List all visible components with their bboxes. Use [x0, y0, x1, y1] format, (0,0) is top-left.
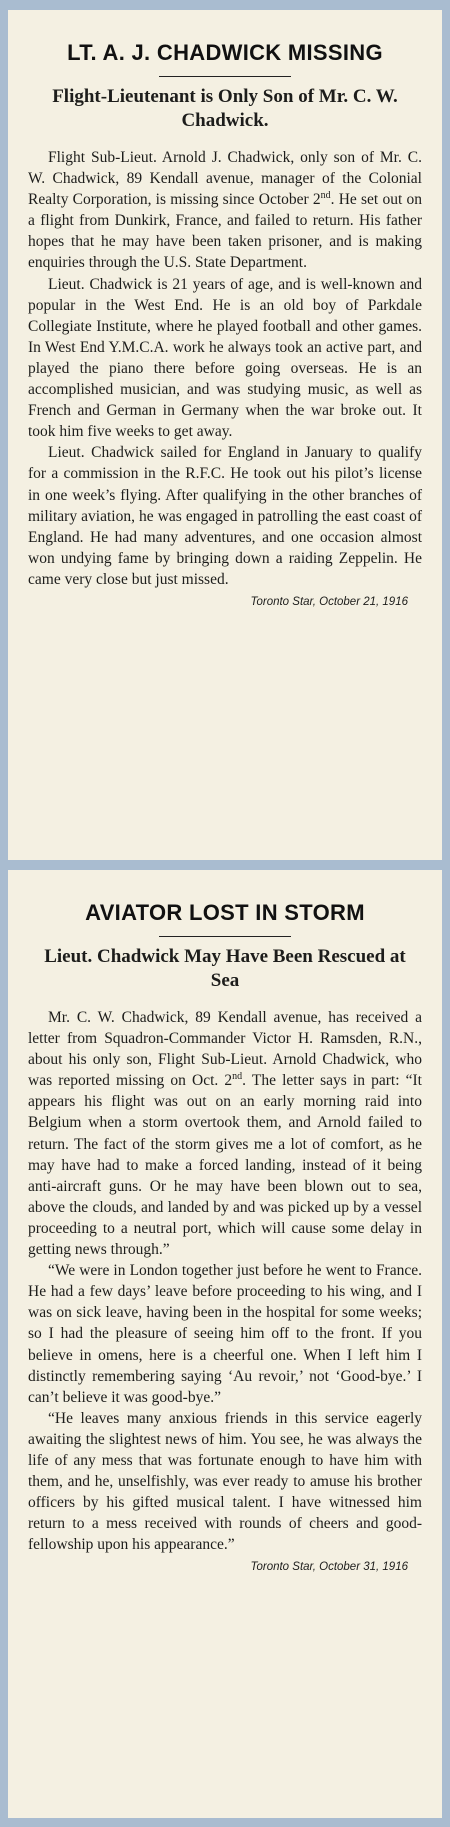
article-headline: LT. A. J. CHADWICK MISSING — [67, 40, 383, 65]
source-credit: Toronto Star, October 21, 1916 — [250, 595, 408, 608]
article-clipping-chadwick-missing — [8, 10, 442, 860]
article-paragraph: “He leaves many anxious friends in this service eagerly awaiting the slightest news of him. You see, he was always the life of any mess that was fortunate enough to have him with them, and he, unselfishly, was ever ready to amuse his brother officers by his gifted musical talent. I have witnessed him return to a mess received with rounds of cheers and good-fellowship upon his appearance.” — [28, 1409, 422, 1554]
article-headline: AVIATOR LOST IN STORM — [85, 900, 365, 925]
article-paragraph: Flight Sub-Lieut. Arnold J. Chadwick, only son of Mr. C. W. Chadwick, 89 Kendall avenue, manager of the Colonial Realty Corporation, is missing since October 2nd. He set out on a flight from Dunkirk, France, and failed to return. His father hopes that he may have been taken prisoner, and is making enquiries through the U.S. State Department. — [28, 149, 422, 272]
article-paragraph: Lieut. Chadwick sailed for England in January to qualify for a commission in the R.F.C. He took out his pilot’s license in one week’s flying. After qualifying in the other branches of military aviation, he was engaged in patrolling the east coast of England. He had many adventures, and one occasion almost won undying fame by bringing down a raiding Zeppelin. He came very close but just missed. — [28, 444, 422, 588]
article-clipping-aviator-lost — [8, 870, 442, 1818]
article-subhead: Lieut. Chadwick May Have Been Rescued at Sea — [44, 946, 406, 991]
article-paragraph: Mr. C. W. Chadwick, 89 Kendall avenue, has received a letter from Squadron-Commander Victor H. Ramsden, R.N., about his only son, Flight Sub-Lieut. Arnold Chadwick, who was reported missing on Oct. 2nd. The letter says in part: “It appears his flight was out on an early morning raid into Belgium when a storm overtook them, and Arnold failed to return. The fact of the storm gives me a lot of comfort, as he may have had to make a forced landing, instead of it being anti-aircraft guns. Or he may have been blown out to sea, above the clouds, and landed by and was picked up by a vessel proceeding to a neutral port, which will cause some delay in getting news through.” — [28, 1009, 422, 1259]
article-paragraph: “We were in London together just before he went to France. He had a few days’ leave before proceeding to his wing, and I was on sick leave, having been in the hospital for some weeks; so I had the pleasure of seeing him off to the front. If you believe in omens, here is a cheerful one. When I left him I distinctly remembering saying ‘Au revoir,’ not ‘Good-bye.’ I can’t believe it was good-bye.” — [28, 1262, 422, 1406]
article-subhead: Flight-Lieutenant is Only Son of Mr. C. W. Chadwick. — [52, 86, 398, 131]
source-credit: Toronto Star, October 31, 1916 — [250, 1561, 408, 1574]
article-paragraph: Lieut. Chadwick is 21 years of age, and is well-known and popular in the West End. He is an old boy of Parkdale Collegiate Institute, where he played football and other games. In West End Y.M.C.A. work he always took an active part, and played the piano there before going overseas. He is an accomplished musician, and was studying music, as well as French and German in Germany when the war broke out. It took him five weeks to get away. — [28, 275, 422, 441]
headline-rule — [159, 76, 291, 77]
headline-rule — [159, 936, 291, 937]
